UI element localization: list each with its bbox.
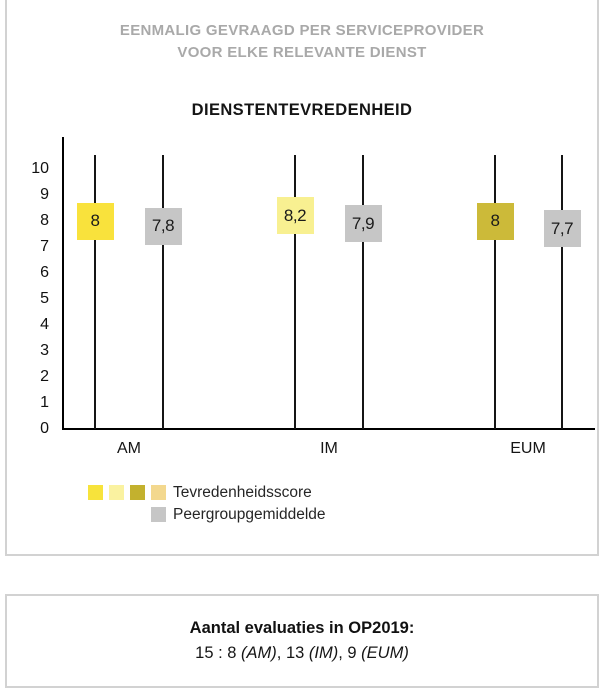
info-detail-part: , 13 — [276, 644, 309, 662]
legend-swatch — [130, 485, 145, 500]
legend-swatch — [88, 485, 103, 500]
info-card-title: Aantal evaluaties in OP2019: — [189, 619, 415, 637]
y-axis-tick-label: 1 — [40, 394, 49, 411]
legend-swatch — [151, 485, 166, 500]
y-axis-tick-label: 3 — [40, 342, 49, 359]
info-detail-part-italic: (AM) — [241, 644, 277, 662]
info-detail-part: 15 : 8 — [195, 644, 242, 662]
chart-plot-area — [7, 0, 597, 554]
data-marker-peergroupgem-am: 7,8 — [145, 208, 182, 245]
data-point-stem — [362, 155, 363, 429]
category-label-im: IM — [320, 440, 338, 457]
legend-row — [88, 484, 312, 501]
satisfaction-chart-card — [5, 0, 599, 556]
data-marker-tevredenheid-eum: 8 — [477, 203, 514, 240]
chart-subtitle-line2: VOOR ELKE RELEVANTE DIENST — [177, 44, 427, 61]
data-marker-tevredenheid-am: 8 — [77, 203, 114, 240]
legend-swatch — [151, 507, 166, 522]
info-detail-part: , 9 — [338, 644, 362, 662]
legend-label: Peergroupgemiddelde — [173, 505, 326, 523]
data-point-stem — [561, 155, 562, 429]
data-marker-peergroupgem-im: 7,9 — [345, 205, 382, 242]
legend-swatch-block — [88, 485, 166, 500]
info-detail-part-italic: (IM) — [308, 644, 339, 662]
x-axis-line — [62, 428, 595, 430]
legend-label: Tevredenheidsscore — [173, 483, 312, 501]
chart-subtitle-line1: EENMALIG GEVRAAGD PER SERVICEPROVIDER — [119, 22, 485, 39]
legend-swatch-block — [88, 507, 166, 522]
y-axis-tick-label: 9 — [40, 186, 49, 203]
info-card-detail — [195, 644, 409, 663]
data-marker-peergroupgem-eum: 7,7 — [544, 210, 581, 247]
data-marker-tevredenheid-im: 8,2 — [277, 197, 314, 234]
category-label-am: AM — [117, 440, 141, 457]
category-label-eum: EUM — [510, 440, 546, 457]
data-point-stem — [94, 155, 95, 429]
legend-swatch — [109, 485, 124, 500]
y-axis-tick-label: 8 — [40, 212, 49, 229]
y-axis-tick-label: 0 — [40, 420, 49, 437]
y-axis-tick-label: 7 — [40, 238, 49, 255]
y-axis-tick-label: 2 — [40, 368, 49, 385]
data-point-stem — [294, 155, 295, 429]
chart-title: DIENSTENTEVREDENHEID — [191, 101, 413, 119]
info-detail-part-italic: (EUM) — [361, 644, 409, 662]
y-axis-tick-label: 5 — [40, 290, 49, 307]
y-axis-tick-label: 6 — [40, 264, 49, 281]
data-point-stem — [162, 155, 163, 429]
y-axis-tick-label: 10 — [31, 160, 49, 177]
legend-row — [88, 506, 326, 523]
y-axis-line — [62, 137, 64, 429]
data-point-stem — [494, 155, 495, 429]
evaluations-info-card — [5, 594, 599, 688]
y-axis-tick-label: 4 — [40, 316, 49, 333]
